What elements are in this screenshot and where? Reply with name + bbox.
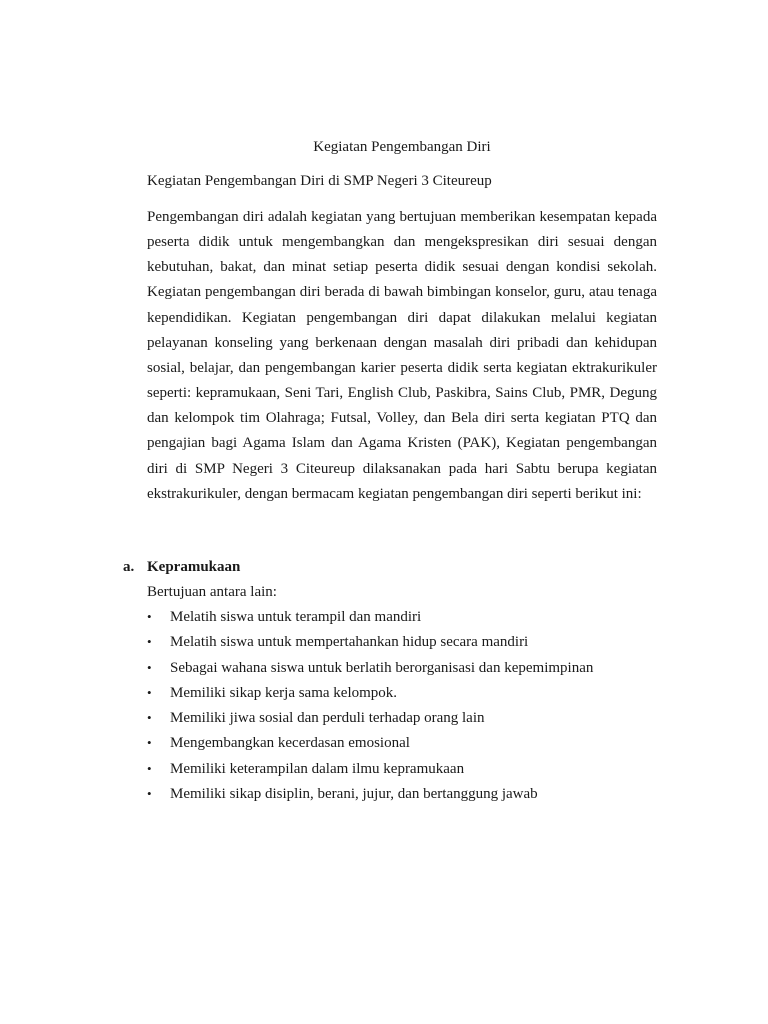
- list-item-text: Mengembangkan kecerdasan emosional: [170, 735, 410, 752]
- document-subtitle: Kegiatan Pengembangan Diri di SMP Negeri 3 Citeureup: [147, 173, 492, 189]
- document-title: Kegiatan Pengembangan Diri: [313, 139, 491, 155]
- list-item-text: Memiliki sikap disiplin, berani, jujur, dan bertanggung jawab: [170, 786, 538, 803]
- list-item: [147, 683, 593, 708]
- list-item-text: Memiliki sikap kerja sama kelompok.: [170, 684, 398, 701]
- list-item: [147, 759, 593, 784]
- list-item: [147, 607, 593, 632]
- bullet-icon: •: [147, 760, 152, 776]
- list-item-text: Melatih siswa untuk terampil dan mandiri: [170, 609, 422, 625]
- section-heading-text: Kepramukaan: [147, 559, 241, 575]
- list-item: [147, 632, 593, 657]
- list-item: [147, 658, 593, 683]
- list-item: [147, 708, 593, 733]
- list-item-text: Memiliki jiwa sosial dan perduli terhadap orang lain: [170, 710, 485, 727]
- list-item-text: Memiliki keterampilan dalam ilmu kepramukaan: [170, 760, 465, 777]
- bullet-list: [147, 607, 593, 809]
- list-item: [147, 733, 593, 758]
- bullet-icon: •: [147, 735, 152, 751]
- bullet-icon: •: [147, 786, 152, 802]
- section-marker: a.: [123, 559, 135, 575]
- section-heading: [123, 557, 240, 577]
- bullet-icon: •: [147, 710, 152, 726]
- bullet-icon: •: [147, 659, 152, 675]
- bullet-icon: •: [147, 609, 152, 624]
- list-item: [147, 784, 593, 809]
- body-paragraph: Pengembangan diri adalah kegiatan yang bertujuan memberikan kesempatan kepada peserta didik untuk mengembangkan dan mengekspresikan diri sesuai dengan kebutuhan, bakat, dan minat setiap peserta didik sesuai dengan kondisi sekolah. Kegiatan pengembangan diri berada di bawah bimbingan konselor, guru, atau tenaga kependidikan. Kegiatan pengembangan diri dapat dilakukan melalui kegiatan pelayanan konseling yang berkenaan dengan masalah diri pribadi dan kehidupan sosial, belajar, dan pengembangan karier peserta didik serta kegiatan ektrakurikuler seperti: kepramukaan, Seni Tari, English Club, Paskibra, Sains Club, PMR, Degung dan kelompok tim Olahraga; Futsal, Volley, dan Bela diri serta kegiatan PTQ dan pengajian bagi Agama Islam dan Agama Kristen (PAK), Kegiatan pengembangan diri di SMP Negeri 3 Citeureup dilaksanakan pada hari Sabtu berupa kegiatan ekstrakurikuler, dengan bermacam kegiatan pengembangan diri seperti berikut ini:: [147, 209, 657, 502]
- bullet-icon: •: [147, 684, 152, 700]
- bullet-icon: •: [147, 634, 152, 650]
- list-item-text: Melatih siswa untuk mempertahankan hidup secara mandiri: [170, 634, 529, 651]
- section-intro: Bertujuan antara lain:: [147, 584, 277, 600]
- list-item-text: Sebagai wahana siswa untuk berlatih berorganisasi dan kepemimpinan: [170, 659, 594, 676]
